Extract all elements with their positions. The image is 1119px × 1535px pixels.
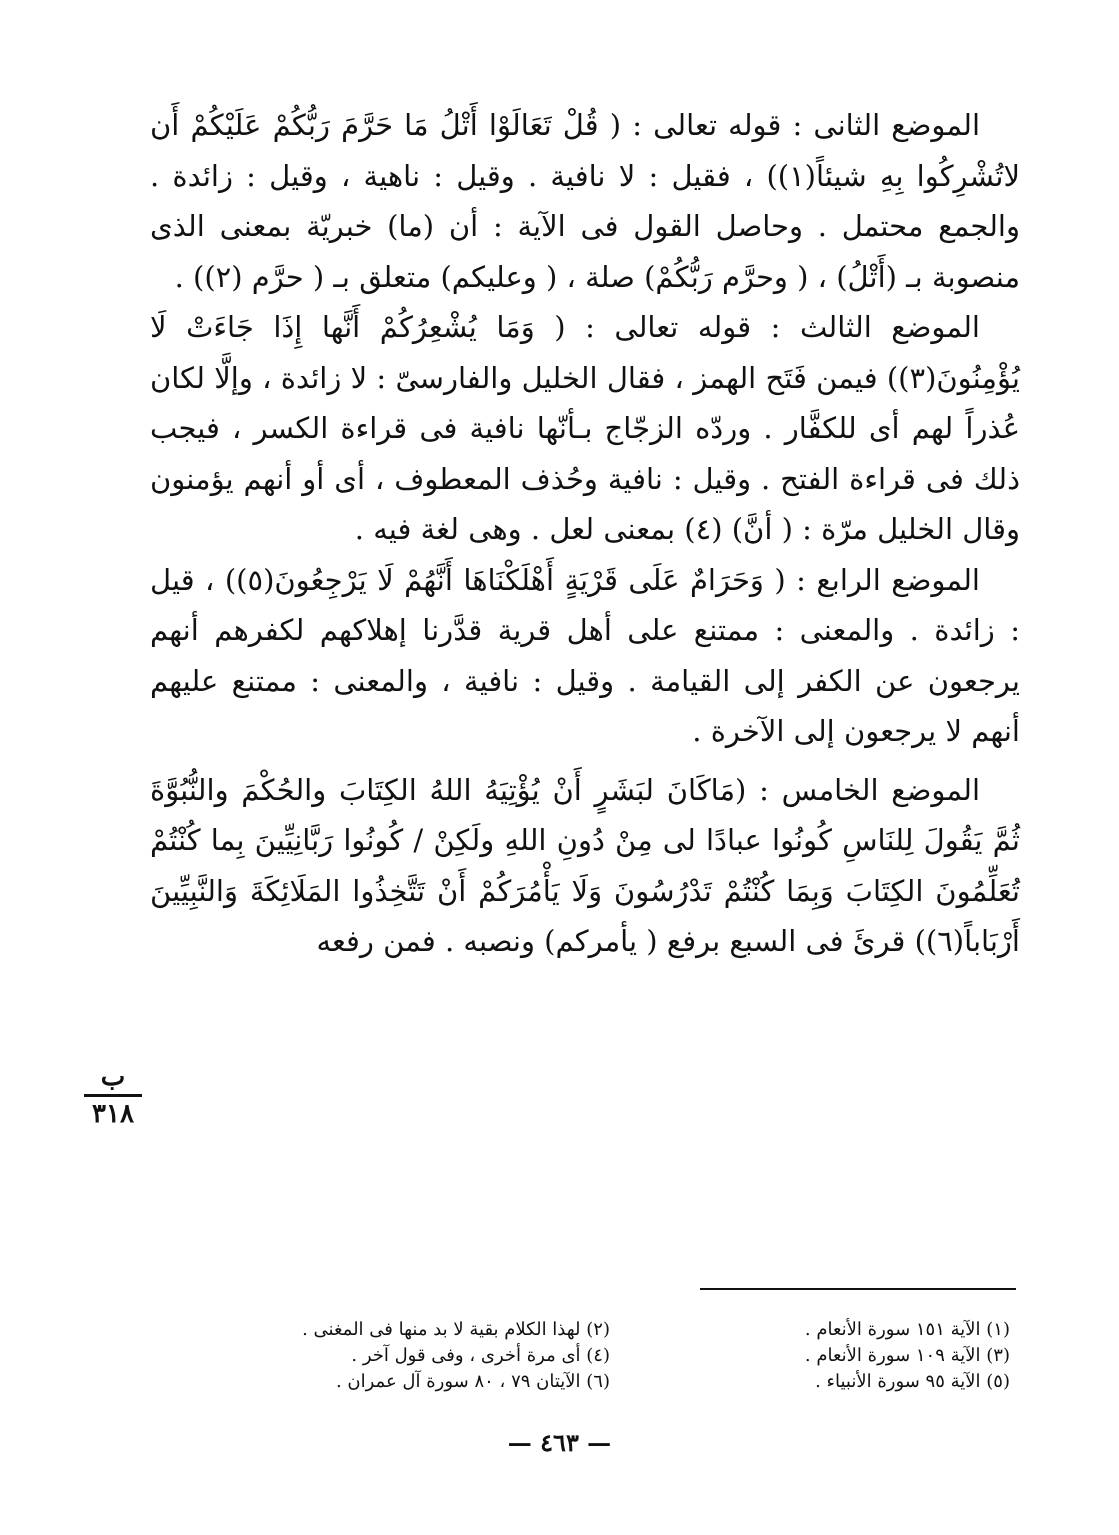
- footnote-3: (٣) الآية ١٠٩ سورة الأنعام .: [804, 1345, 1010, 1366]
- folio-marker-rule: [84, 1094, 142, 1097]
- page-number: — ٤٦٣ —: [507, 1428, 612, 1457]
- paragraph-3rd-position: الموضع الثالث : قوله تعالى : ( وَمَا يُشْعِرُكُمْ أَنَّها إِذَا جَاءَتْ لَا يُؤْمِنُونَ(٣)) فيمن فَتَح الهمز ، فقال الخليل والفارسىّ : لا زائدة ، وإلَّا لكان عُذراً لهم أى للكفَّار . وردّه الزجّاج بـأنّها نافية فى قراءة الكسر ، فيجب ذلك فى قراءة الفتح . وقيل : نافية وحُذف المعطوف ، أى أو أنهم يؤمنون وقال الخليل مرّة : ( أنَّ) (٤) بمعنى لعل . وهى لغة فيه .: [150, 310, 1020, 546]
- manuscript-folio-marker: [78, 1062, 148, 1129]
- folio-number: ٣١٨: [92, 1099, 134, 1129]
- folio-side-letter: ب: [100, 1062, 126, 1092]
- paragraph-2nd-position: الموضع الثانى : قوله تعالى : ( قُلْ تَعَالَوْا أَتْلُ مَا حَرَّمَ رَبُّكُمْ عَلَيْكُمْ أَن لاتُشْرِكُوا بِهِ شيئاً(١)) ، فقيل : لا نافية . وقيل : ناهية ، وقيل : زائدة . والجمع محتمل . وحاصل القول فى الآية : أن (ما) خبريّة بمعنى الذى منصوبة بـ (أَتْلُ) ، ( وحرَّم رَبُّكُمْ) صلة ، ( وعليكم) متعلق بـ ( حرَّم (٢)) .: [150, 108, 1020, 294]
- paragraph-4th-position: الموضع الرابع : ( وَحَرَامٌ عَلَى قَرْيَةٍ أَهْلَكْنَاهَا أَنَّهُمْ لَا يَرْجِعُونَ(٥)) ، قيل : زائدة . والمعنى : ممتنع على أهل قرية قدَّرنا إهلاكهم لكفرهم أنهم يرجعون عن الكفر إلى القيامة . وقيل : نافية ، والمعنى : ممتنع عليهم أنهم لا يرجعون إلى الآخرة .: [150, 562, 1020, 748]
- footnote-5: (٥) الآية ٩٥ سورة الأنبياء .: [815, 1371, 1010, 1392]
- paragraph-5th-position: الموضع الخامس : (مَاكَانَ لبَشَرٍ أَنْ يُؤْتِيَهُ اللهُ الكِتَابَ والحُكْمَ والنُّبُوَّةَ ثُمَّ يَقُولَ لِلنَاسِ كُونُوا عبادًا لى مِنْ دُونِ اللهِ ولَكِنْ / كُونُوا رَبَّانِيِّينَ بِما كُنْتُمْ تُعَلِّمُونَ الكِتَابَ وَبِمَا كُنْتُمْ تَدْرُسُونَ وَلَا يَأْمُرَكُمْ أَنْ تَتَّخِذُوا المَلَائِكَةَ وَالنَّبِيِّينَ أَرْبَاباً(٦)) قرئَ فى السبع برفع ( يأمركم) ونصبه . فمن رفعه: [150, 772, 1020, 958]
- footnote-4: (٤) أى مرة أخرى ، وفى قول آخر .: [351, 1345, 610, 1366]
- footnotes: [250, 1318, 1010, 1394]
- footnote-2: (٢) لهذا الكلام بقية لا بد منها فى المغنى .: [302, 1319, 610, 1340]
- footnote-1: (١) الآية ١٥١ سورة الأنعام .: [804, 1319, 1010, 1340]
- page-body: [150, 100, 1020, 967]
- footnote-6: (٦) الآيتان ٧٩ ، ٨٠ سورة آل عمران .: [335, 1371, 610, 1392]
- footnote-separator: [700, 1288, 1016, 1290]
